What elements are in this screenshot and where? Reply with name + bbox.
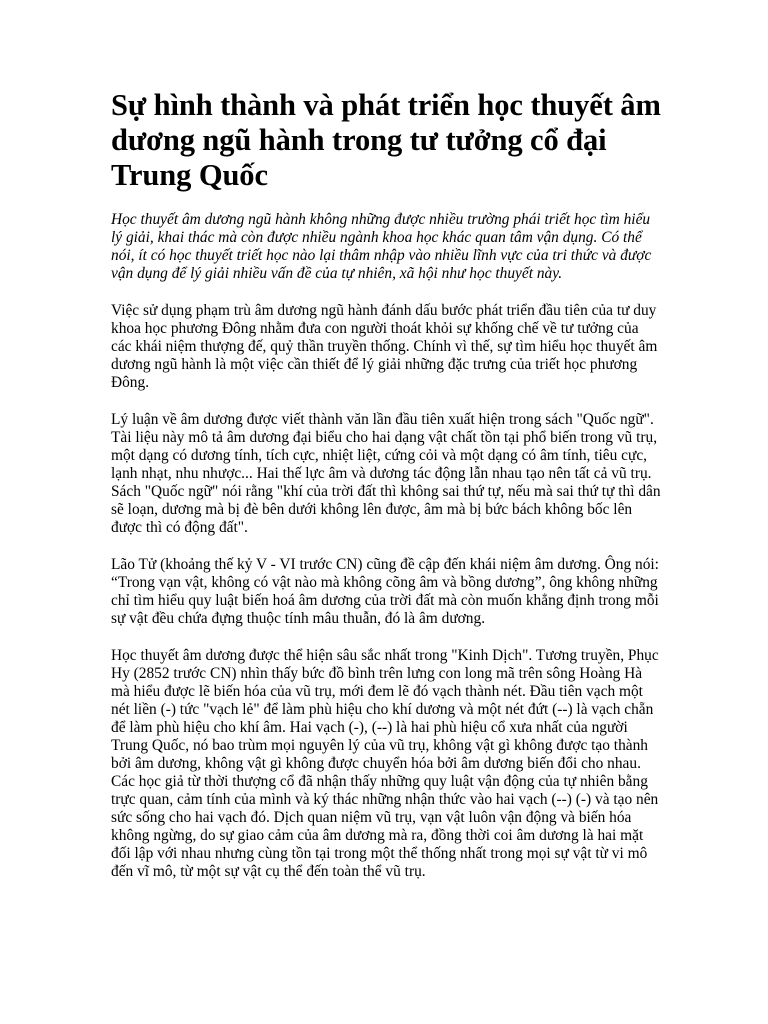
paragraph: Lý luận về âm dương được viết thành văn lần đầu tiên xuất hiện trong sách "Quốc ngữ". Tài liệu này mô tả âm dương đại biểu cho hai dạng vật chất tồn tại phổ biến trong vũ trụ, một dạng có dương tính, tích cực, nhiệt liệt, cứng cỏi và một dạng có âm tính, tiêu cực, lạnh nhạt, nhu nhược... Hai thế lực âm và dương tác động lẫn nhau tạo nên tất cả vũ trụ. Sách "Quốc ngữ" nói rằng "khí của trời đất thì không sai thứ tự, nếu mà sai thứ tự thì dân sẽ loạn, dương mà bị đè bên dưới không lên được, âm mà bị bức bách không bốc lên được thì có động đất". — [111, 411, 661, 536]
paragraph: Việc sử dụng phạm trù âm dương ngũ hành đánh dấu bước phát triển đầu tiên của tư duy khoa học phương Đông nhằm đưa con người thoát khỏi sự khống chế về tư tưởng của các khái niệm thượng đế, quỷ thần truyền thống. Chính vì thế, sự tìm hiểu học thuyết âm dương ngũ hành là một việc cần thiết để lý giải những đặc trưng của triết học phương Đông. — [111, 302, 658, 391]
paragraph: Lão Tử (khoảng thế kỷ V - VI trước CN) cũng đề cập đến khái niệm âm dương. Ông nói: “Trong vạn vật, không có vật nào mà không cõng âm và bồng dương”, ông không những chỉ tìm hiểu quy luật biến hoá âm dương của trời đất mà còn muốn khẳng định trong mỗi sự vật đều chứa đựng thuộc tính mâu thuẫn, đó là âm dương. — [111, 556, 659, 627]
article-intro: Học thuyết âm dương ngũ hành không những được nhiều trường phái triết học tìm hiểu lý giải, khai thác mà còn được nhiều ngành khoa học khác quan tâm vận dụng. Có thể nói, ít có học thuyết triết học nào lại thâm nhập vào nhiều lĩnh vực của tri thức và được vận dụng để lý giải nhiều vấn đề của tự nhiên, xã hội như học thuyết này. — [111, 211, 652, 282]
article-title: Sự hình thành và phát triển học thuyết âm dương ngũ hành trong tư tưởng cổ đại Trung Quốc — [111, 88, 661, 192]
paragraph: Học thuyết âm dương được thể hiện sâu sắc nhất trong "Kinh Dịch". Tương truyền, Phục Hy (2852 trước CN) nhìn thấy bức đồ bình trên lưng con long mã trên sông Hoàng Hà mà hiểu được lẽ biến hóa của vũ trụ, mới đem lẽ đó vạch thành nét. Đầu tiên vạch một nét liền (-) tức "vạch lẻ" để làm phù hiệu cho khí dương và một nét đứt (--) là vạch chẵn để làm phù hiệu cho khí âm. Hai vạch (-), (--) là hai phù hiệu cổ xưa nhất của người Trung Quốc, nó bao trùm mọi nguyên lý của vũ trụ, không vật gì không được tạo thành bởi âm dương, không vật gì không được chuyển hóa bởi âm dương biến đổi cho nhau. Các học giả từ thời thượng cổ đã nhận thấy những quy luật vận động của tự nhiên bằng trực quan, cảm tính của mình và ký thác những nhận thức vào hai vạch (--) (-) và tạo nên sức sống cho hai vạch đó. Dịch quan niệm vũ trụ, vạn vật luôn vận động và biến hóa không ngừng, do sự giao cảm của âm dương mà ra, đồng thời coi âm dương là hai mặt đối lập với nhau nhưng cùng tồn tại trong một thể thống nhất trong mọi sự vật từ vi mô đến vĩ mô, từ một sự vật cụ thể đến toàn thể vũ trụ. — [111, 647, 659, 880]
document-page — [111, 88, 661, 881]
